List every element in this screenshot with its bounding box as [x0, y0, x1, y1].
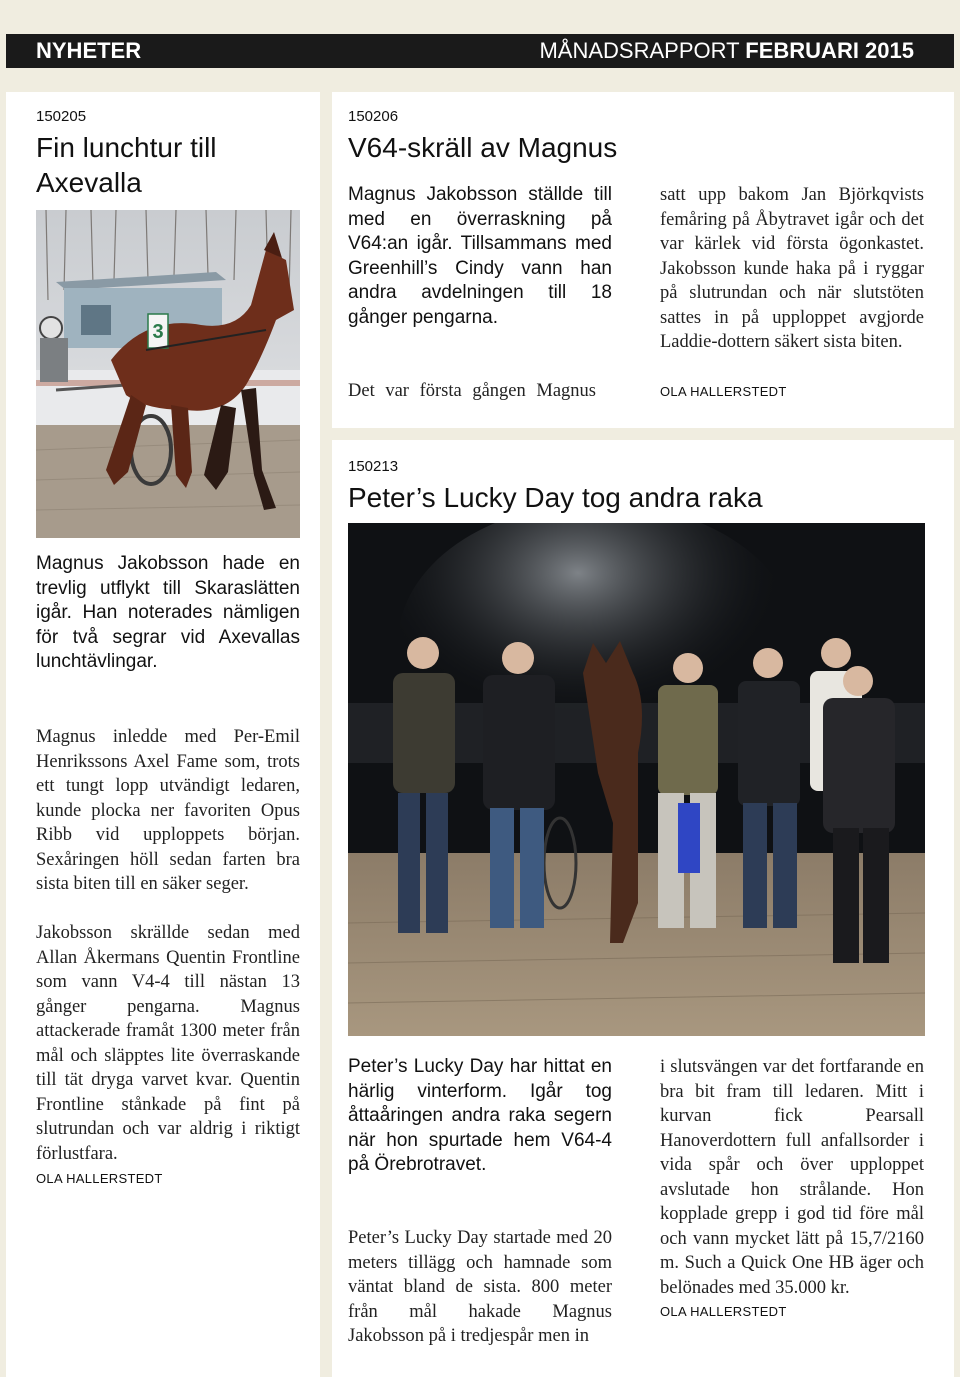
article-date: 150205 — [36, 108, 87, 125]
article-byline: OLA HALLERSTEDT — [660, 384, 787, 399]
article-headline: Peter’s Lucky Day tog andra raka — [348, 482, 763, 513]
article-body-2: Jakobsson skrällde sedan med Allan Åkermans Quentin Frontline som vann V4-4 till nästan 13 gånger pengarna. Magnus attackerade framåt 1300 meter från mål och släpptes lite överraskande till tät dryga varvet kvar. Quentin Frontline stånkade på fint på slutrundan och var aldrig i riktigt förlustfara. — [36, 923, 300, 1164]
race-number: 3 — [152, 321, 164, 343]
article-date: 150206 — [348, 108, 399, 125]
article-date: 150213 — [348, 458, 399, 475]
article-axevalla — [6, 92, 320, 1377]
article-headline: V64-skräll av Magnus — [348, 132, 618, 163]
report-title — [539, 38, 914, 64]
article-body-2: i slutsvängen var det fortfarande en bra bit fram till ledaren. Mitt i kurvan fick Pearsall Hanoverdottern full anfallsorder i vida spår och över upploppet avslutade hon strålande. Hon kopplade grepp i god tid före mål och vann mycket lätt på 15,7/2160 m. Such a Quick One HB äger och belönades med 35.000 kr. — [660, 1057, 924, 1298]
section-label: NYHETER — [36, 38, 142, 63]
article-body-1: Peter’s Lucky Day startade med 20 meters tillägg och hamnade som väntat bland de sista. 800 meter från mål hakade Magnus Jakobsson på i tredjespår men in — [348, 1228, 612, 1346]
winners-group-photo — [348, 523, 925, 1036]
article-lead: Magnus Jakobsson ställde till med en överraskning på V64:an igår. Tillsammans med Greenhill’s Cindy vann han andra avdelningen till 18 gånger pengarna. — [348, 184, 612, 328]
report-prefix: MÅNADSRAPPORT — [539, 38, 740, 63]
article-lead: Magnus Jakobsson hade en trevlig utflykt till Skaraslätten igår. Han noterades nämligen för två segrar vid Axevallas lunchtävlingar. — [36, 553, 300, 672]
article-body-2: satt upp bakom Jan Björkqvists femåring på Åbytravet igår och det var kärlek vid första ögonkastet. Jakobsson kunde haka på i ryggar på slutrundan och när slutstöten sattes in på upploppet avgjorde Laddie-dottern säkert sista biten. — [660, 185, 924, 352]
article-lead: Peter’s Lucky Day har hittat en härlig vinterform. Igår tog åttaåringen andra raka segern när hon spurtade hem V64-4 på Örebrotravet. — [348, 1056, 612, 1175]
article-lucky-day — [332, 440, 954, 1377]
report-month: FEBRUARI 2015 — [745, 38, 914, 63]
article-byline: OLA HALLERSTEDT — [36, 1171, 163, 1186]
article-body-1: Det var första gången Magnus — [348, 381, 596, 401]
article-v64 — [332, 92, 954, 428]
article-byline: OLA HALLERSTEDT — [660, 1304, 787, 1319]
article-body-1: Magnus inledde med Per-Emil Henrikssons Axel Fame som, trots ett tungt lopp utvändigt ledaren, kunde plocka ner favoriten Opus Ribb vid upploppets början. Sexåringen höll sedan farten bra sista biten till en säker seger. — [36, 727, 300, 894]
header-bar — [6, 34, 954, 68]
article-headline: Fin lunchtur till Axevalla — [36, 132, 217, 198]
harness-racing-photo — [36, 210, 300, 538]
